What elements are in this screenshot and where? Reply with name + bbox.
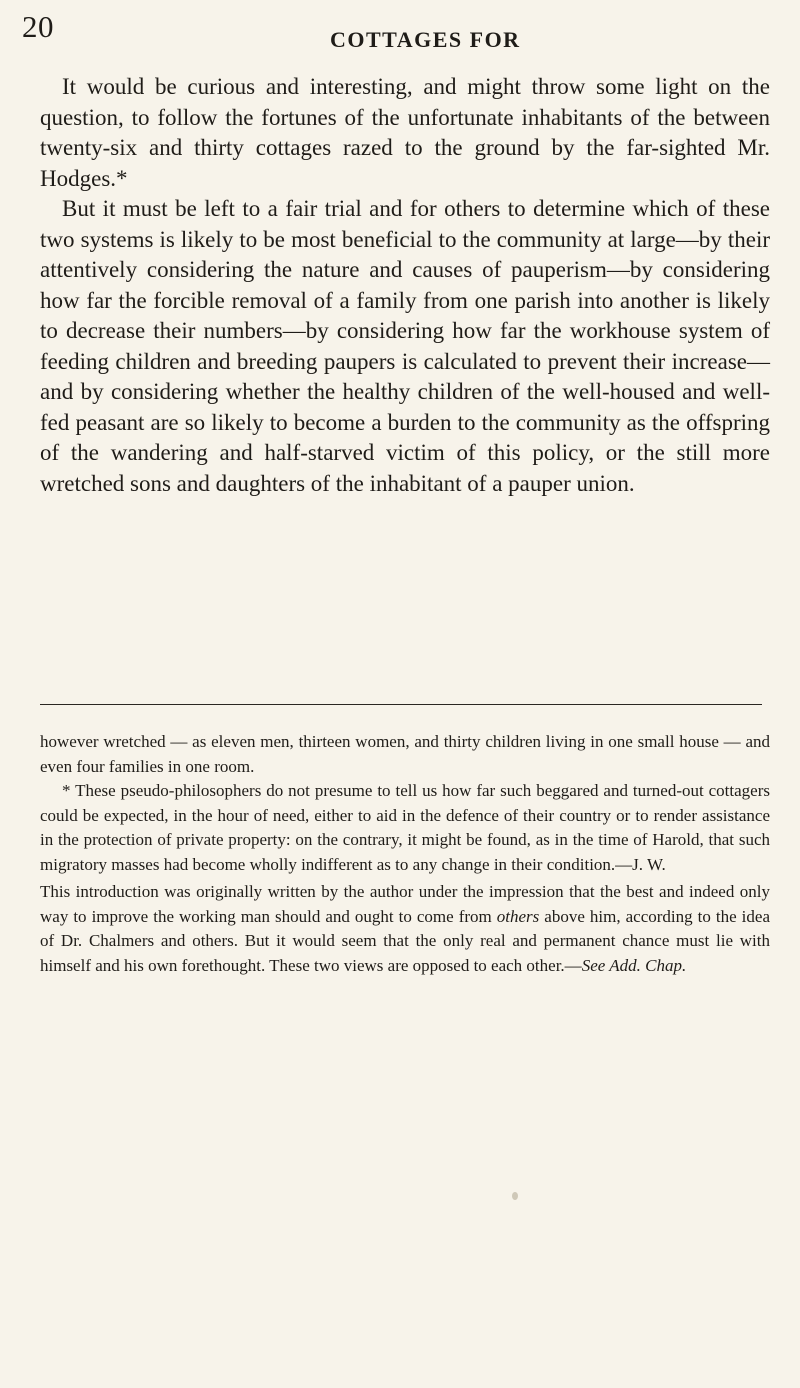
footnote-introduction-emphasis: others [496,906,540,926]
footnote-continued: however wretched — as eleven men, thirteen women, and thirty children living in one small house — and even four families in one room. [40,732,770,776]
footnote-star: * These pseudo-philosophers do not presume to tell us how far such beggared and turned-out cottagers could be expected, in the hour of need, either to aid in the defence of their country or to render assistance in the protection of private property: on the contrary, it might be found, as in the time of Harold, that such migratory masses had become wholly indifferent as to any change in their condition.—J. W. [40,781,770,874]
footnote-rule [40,704,762,705]
footnote-introduction-text-start: This introduction was originally written by the author under the impression that the best and indeed only way to improve the working man should and ought to come from [40,882,770,926]
paragraph-hodges: It would be curious and interesting, and might throw some light on the question, to follow the fortunes of the unfortunate inhabitants of the between twenty-six and thirty cottages razed to the ground by the far-sighted Mr. Hodges.* [40,74,770,191]
running-head: COTTAGES FOR [330,27,521,52]
footnote-introduction-reference: See Add. Chap. [581,955,687,975]
footnote-introduction [40,880,770,978]
footnotes [40,730,770,978]
footnote-introduction-text-end: above him, according to the idea of Dr. Chalmers and others. But it would seem that the only real and permanent chance must lie with himself and his own forethought. These two views are opposed to each other.— [40,906,770,975]
page-number: 20 [22,9,54,44]
paragraph-systems: But it must be left to a fair trial and for others to determine which of these two systems is likely to be most beneficial to the community at large—by their attentively considering the nature and causes of pauperism—by considering how far the forcible removal of a family from one parish into another is likely to decrease their numbers—by considering how far the workhouse system of feeding children and breeding paupers is calculated to prevent their increase—and by considering whether the healthy children of the well-housed and well-fed peasant are so likely to become a burden to the community as the offspring of the wandering and half-starved victim of this policy, or the still more wretched sons and daughters of the inhabitant of a pauper union. [40,196,770,496]
main-text [40,72,770,499]
paper-smudge [512,1192,518,1200]
